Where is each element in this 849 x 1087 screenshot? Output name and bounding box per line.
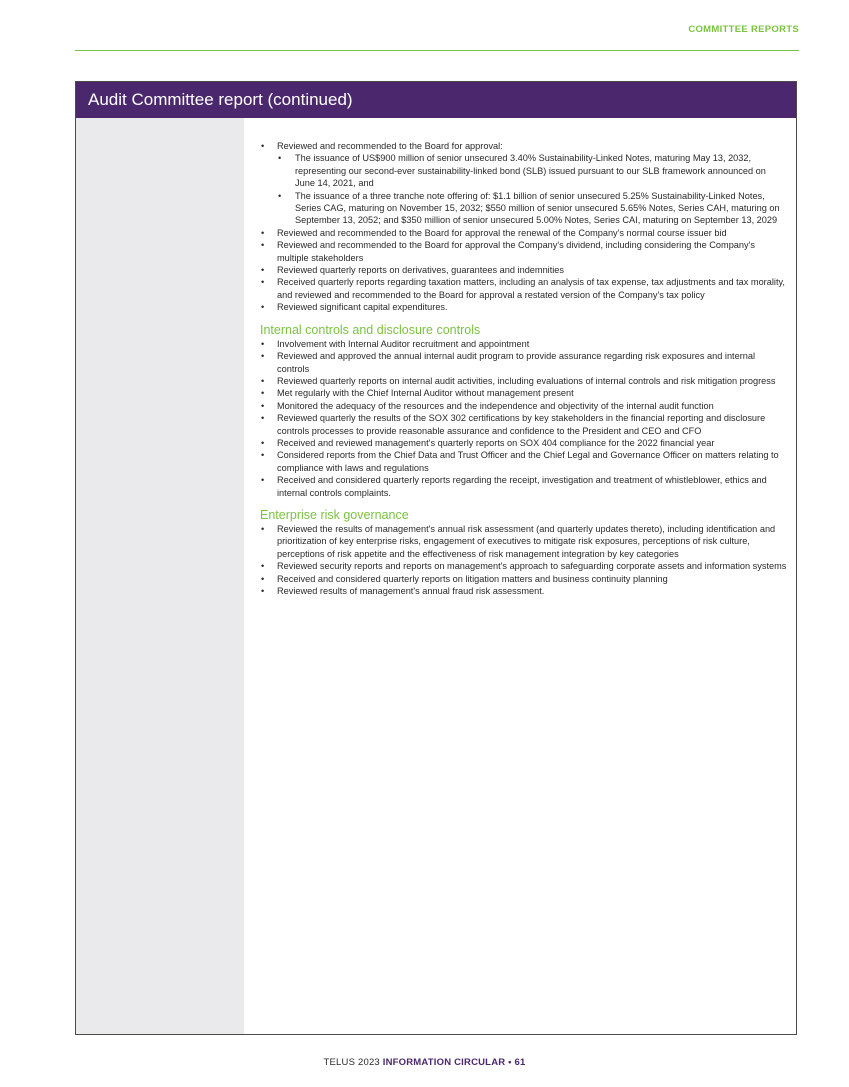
report-panel [75,81,797,1035]
panel-title-suffix: (continued) [262,90,353,109]
sub-list-item: • The issuance of US$900 million of senior unsecured 3.40% Sustainability-Linked Notes, maturing May 13, 2032, representing our second-ever sustainability-linked bond (SLB) issued pursuant to our SLB framework announced on June 14, 2021, and [277,152,788,189]
internal-controls-list [260,338,788,499]
list-item: • Involvement with Internal Auditor recruitment and appointment [260,338,788,350]
list-item: • Reviewed and recommended to the Board for approval the renewal of the Company's normal course issuer bid [260,227,788,239]
list-item: • Considered reports from the Chief Data and Trust Officer and the Chief Legal and Governance Officer on matters relating to compliance with laws and regulations [260,449,788,474]
header-divider [75,50,799,51]
enterprise-risk-list [260,523,788,597]
list-item: • Monitored the adequacy of the resources and the independence and objectivity of the internal audit function [260,400,788,412]
list-item: • Reviewed results of management's annual fraud risk assessment. [260,585,788,597]
page-footer [0,1057,849,1068]
list-item: • Received quarterly reports regarding taxation matters, including an analysis of tax expense, tax adjustments and tax morality, and reviewed and recommended to the Board for approval a restated version of the Company's tax policy [260,276,788,301]
footer-prefix: TELUS 2023 [323,1057,383,1068]
list-item: • Received and considered quarterly reports on litigation matters and business continuity planning [260,573,788,585]
sub-list [277,152,788,226]
list-item: • Reviewed security reports and reports on management's approach to safeguarding corporate assets and information systems [260,560,788,572]
sub-list-item: • The issuance of a three tranche note offering of: $1.1 billion of senior unsecured 5.25% Sustainability-Linked Notes, Series CAG, maturing on November 15, 2032; $550 million of senior unsecured 5.65% Notes, Series CAH, maturing on September 13, 2052; and $350 million of senior unsecured 5.00% Notes, Series CAI, maturing on September 13, 2029 [277,190,788,227]
list-item: • Reviewed and recommended to the Board for approval the Company's dividend, including considering the Company's multiple stakeholders [260,239,788,264]
list-item: • Reviewed quarterly the results of the SOX 302 certifications by key stakeholders in the financial reporting and disclosure controls processes to provide reasonable assurance and confidence to the President and CEO and CFO [260,412,788,437]
list-item: • Reviewed quarterly reports on derivatives, guarantees and indemnities [260,264,788,276]
internal-controls-heading: Internal controls and disclosure controls [260,322,481,337]
list-item: • Reviewed the results of management's annual risk assessment (and quarterly updates thereto), including identification and prioritization of key enterprise risks, engagement of executives to mitigate risk exposures, perceptions of risk culture, perceptions of risk appetite and the effectiveness of risk management integration by key categories [260,523,788,560]
list-item: • Received and reviewed management's quarterly reports on SOX 404 compliance for the 2022 financial year [260,437,788,449]
list-item: • Met regularly with the Chief Internal Auditor without management present [260,387,788,399]
panel-header [76,82,796,118]
list-item: • Reviewed and approved the annual internal audit program to provide assurance regarding risk exposures and internal controls [260,350,788,375]
list-item: • Reviewed quarterly reports on internal audit activities, including evaluations of internal controls and risk mitigation progress [260,375,788,387]
footer-brand: INFORMATION CIRCULAR • 61 [382,1057,526,1068]
sidebar-column [76,118,244,1034]
list-item: • Received and considered quarterly reports regarding the receipt, investigation and treatment of whistleblower, ethics and internal controls complaints. [260,474,788,499]
enterprise-risk-heading: Enterprise risk governance [260,507,409,522]
panel-title: Audit Committee report [88,90,263,109]
section-label: COMMITTEE REPORTS [688,24,799,35]
report-body [260,140,788,597]
list-item [260,140,788,227]
approval-list [260,140,788,314]
list-item: • Reviewed significant capital expenditures. [260,301,788,313]
bullet-text: Reviewed and recommended to the Board for approval: [277,141,503,151]
